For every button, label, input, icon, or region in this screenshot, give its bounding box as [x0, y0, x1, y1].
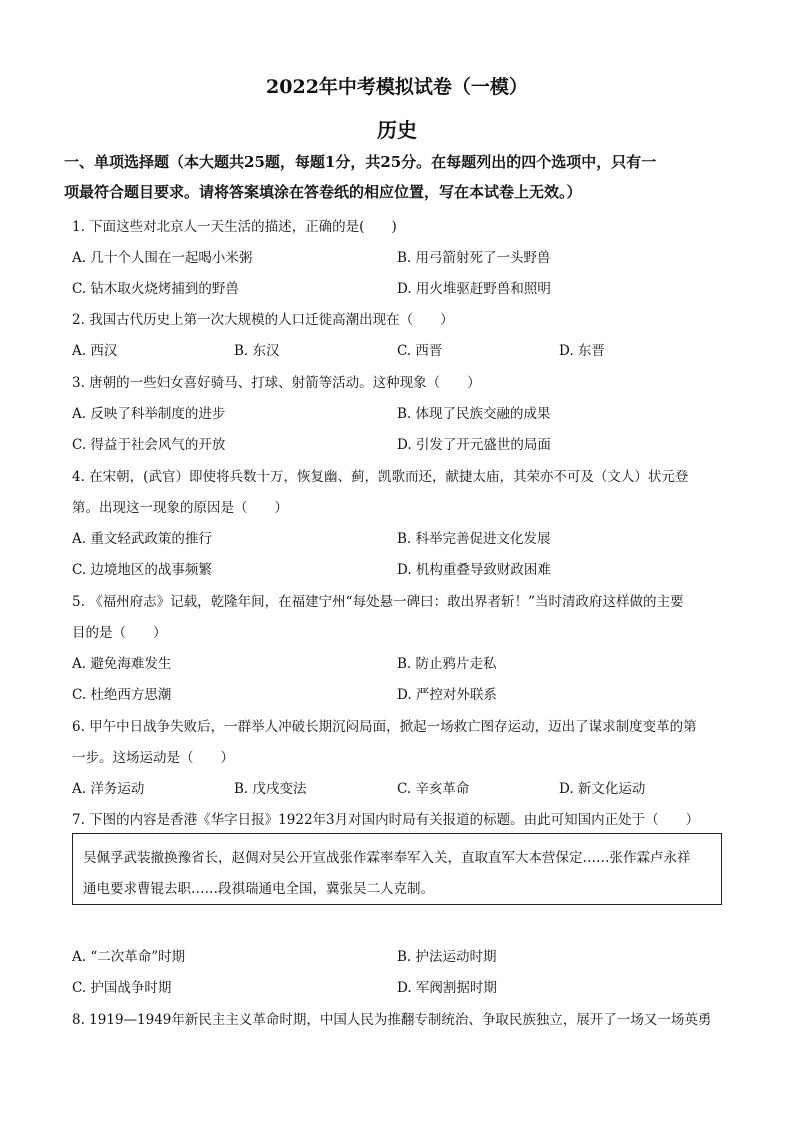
question-6-option-a: A. 洋务运动	[72, 781, 145, 797]
section-heading-line1: 一、单项选择题（本大题共25题，每题1分，共25分。在每题列出的四个选项中，只有一	[64, 153, 657, 171]
question-5-stem-line2: 目的是（ ）	[72, 625, 167, 641]
question-6-stem-line2: 一步。这场运动是（ ）	[72, 750, 234, 766]
question-3-stem: 3. 唐朝的一些妇女喜好骑马、打球、射箭等活动。这种现象（ ）	[72, 375, 481, 391]
exam-title: 2022年中考模拟试卷（一模）	[266, 76, 528, 98]
question-3-option-d: D. 引发了开元盛世的局面	[397, 437, 551, 453]
subject-title: 历史	[377, 118, 417, 142]
question-7-option-d: D. 军阀割据时期	[397, 980, 497, 996]
question-3-option-c: C. 得益于社会风气的开放	[72, 437, 226, 453]
question-5-option-b: B. 防止鸦片走私	[397, 656, 497, 672]
question-2-option-c: C. 西晋	[397, 343, 443, 359]
question-5-option-a: A. 避免海难发生	[72, 656, 172, 672]
question-4-option-a: A. 重文轻武政策的推行	[72, 531, 212, 547]
question-2-option-d: D. 东晋	[559, 343, 605, 359]
question-7-source-line2: 通电要求曹锟去职……段祺瑞通电全国，冀张吴二人克制。	[83, 881, 434, 897]
question-6-option-d: D. 新文化运动	[559, 781, 646, 797]
question-4-stem-line1: 4. 在宋朝，(武官）即使将兵数十万，恢复幽、蓟，凯歌而还，献捷太庙，其荣亦不可及（文人）状元登	[72, 469, 689, 485]
question-4-option-b: B. 科举完善促进文化发展	[397, 531, 551, 547]
question-1-option-c: C. 钻木取火烧烤捕到的野兽	[72, 281, 239, 297]
question-4-option-d: D. 机构重叠导致财政困难	[397, 562, 551, 578]
question-7-stem: 7. 下图的内容是香港《华字日报》1922年3月对国内时局有关报道的标题。由此可知国内正处于（ ）	[72, 812, 700, 828]
question-2-option-b: B. 东汉	[234, 343, 280, 359]
section-heading-line2: 项最符合题目要求。请将答案填涂在答卷纸的相应位置，写在本试卷上无效。）	[64, 183, 582, 201]
question-1-stem: 1. 下面这些对北京人一天生活的描述，正确的是( )	[72, 219, 397, 235]
question-1-option-b: B. 用弓箭射死了一头野兽	[397, 250, 551, 266]
question-5-stem-line1: 5. 《福州府志》记载，乾隆年间，在福建宁州“每处悬一碑曰：敢出界者斩！”当时清政府这样做的主要	[72, 594, 684, 610]
question-7-source-box	[72, 833, 722, 905]
question-7-source-line1: 吴佩孚武装撤换豫省长，赵倜对吴公开宣战张作霖率奉军入关，直取直军大本营保定……张作霖卢永祥	[83, 850, 691, 866]
question-1-option-a: A. 几十个人围在一起喝小米粥	[72, 250, 253, 266]
question-3-option-b: B. 体现了民族交融的成果	[397, 406, 551, 422]
question-2-option-a: A. 西汉	[72, 343, 118, 359]
question-6-option-c: C. 辛亥革命	[397, 781, 470, 797]
question-7-option-c: C. 护国战争时期	[72, 980, 172, 996]
question-7-option-b: B. 护法运动时期	[397, 949, 497, 965]
question-4-stem-line2: 第。出现这一现象的原因是（ ）	[72, 500, 288, 516]
question-8-stem-line1: 8. 1919—1949年新民主主义革命时期，中国人民为推翻专制统治、争取民族独立，展开了一场又一场英勇	[72, 1012, 712, 1028]
question-4-option-c: C. 边境地区的战事频繁	[72, 562, 212, 578]
question-1-option-d: D. 用火堆驱赶野兽和照明	[397, 281, 551, 297]
question-7-option-a: A. “二次革命”时期	[72, 949, 186, 965]
question-5-option-c: C. 杜绝西方思潮	[72, 687, 172, 703]
question-6-option-b: B. 戊戌变法	[234, 781, 307, 797]
question-5-option-d: D. 严控对外联系	[397, 687, 497, 703]
question-2-stem: 2. 我国古代历史上第一次大规模的人口迁徙高潮出现在（ ）	[72, 312, 454, 328]
question-6-stem-line1: 6. 甲午中日战争失败后，一群举人冲破长期沉闷局面，掀起一场救亡图存运动，迈出了谋求制度变革的第	[72, 719, 697, 735]
question-3-option-a: A. 反映了科举制度的进步	[72, 406, 226, 422]
